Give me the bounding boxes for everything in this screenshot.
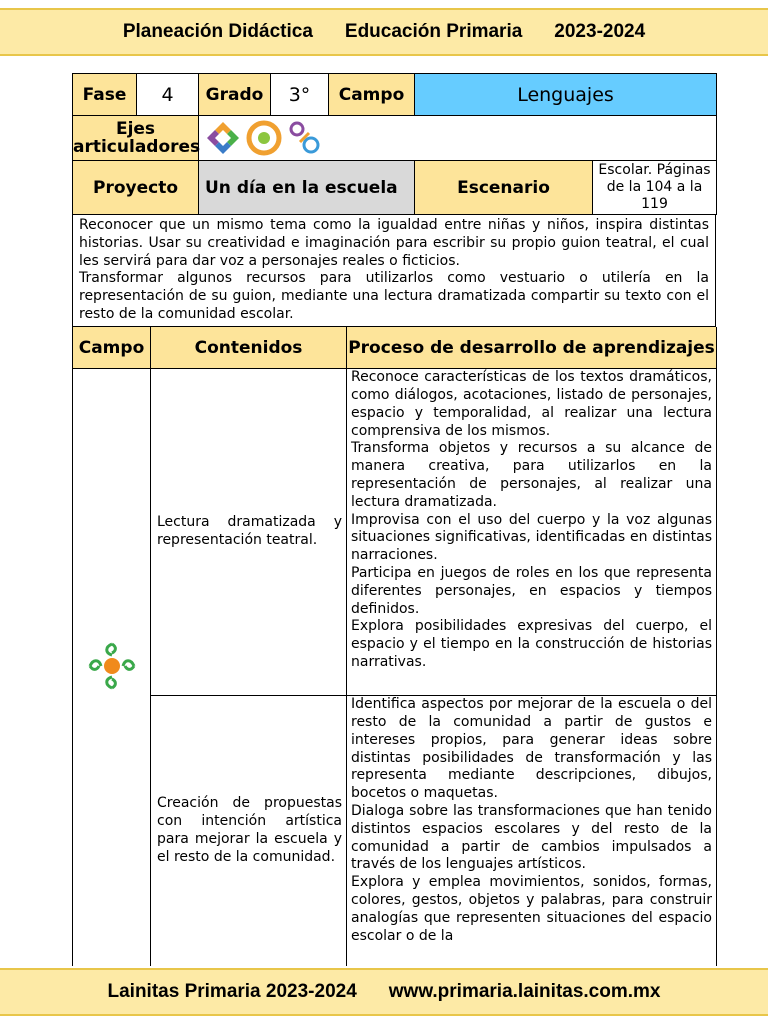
proceso-cell <box>347 696 717 966</box>
description-paragraph: Transformar algunos recursos para utilizarlos como vestuario o utilería en la representación de su guion, mediante una lectura dramatizada compartir su texto con el resto de la comunidad escolar. <box>79 270 709 322</box>
campo-cell <box>73 369 151 966</box>
inclusion-icon <box>205 120 241 156</box>
info-table <box>72 73 717 215</box>
campo-label: Campo <box>329 74 415 116</box>
proceso-item: Participa en juegos de roles en los que representa diferentes personajes, en espacios y tiempos definidos. <box>351 565 712 617</box>
proceso-item: Improvisa con el uso del cuerpo y la voz algunas situaciones significativas, identificadas en distintas narraciones. <box>351 511 712 564</box>
proceso-item: Reconoce características de los textos dramáticos, como diálogos, acotaciones, listado de personajes, espacio y temporalidad, al realizar una lectura comprensiva de los mismos. <box>351 369 712 439</box>
description-table <box>72 215 716 327</box>
footer-banner <box>0 968 768 1016</box>
contenido-cell: Lectura dramatizada y representación teatral. <box>151 369 347 696</box>
campo-value: Lenguajes <box>415 74 717 116</box>
col-campo: Campo <box>73 327 151 369</box>
header-banner <box>0 8 768 56</box>
ejes-icons <box>199 116 717 161</box>
header-year: 2023-2024 <box>554 21 646 42</box>
table-row <box>73 696 717 966</box>
footer-url[interactable]: www.primaria.lainitas.com.mx <box>388 981 661 1002</box>
proceso-cell <box>347 369 717 696</box>
content-table <box>72 327 717 966</box>
interculturalidad-icon <box>246 120 282 156</box>
proceso-item: Transforma objetos y recursos a su alcance de manera creativa, para utilizarlos en la representación de personajes, al realizar una lectura dramatizada. <box>351 440 712 510</box>
table-row <box>73 369 717 696</box>
contenido-cell: Creación de propuestas con intención artística para mejorar la escuela y el resto de la comunidad. <box>151 696 347 966</box>
description-paragraph: Reconocer que un mismo tema como la igualdad entre niñas y niños, inspira distintas historias. Usar su creatividad e imaginación para escribir su propio guion teatral, el cual les servirá para dar voz a personajes reales o ficticios. <box>79 217 709 269</box>
header-title: Planeación Didáctica <box>122 21 313 42</box>
proceso-item: Explora posibilidades expresivas del cuerpo, el espacio y el tiempo en la construcción de historias narrativas. <box>351 618 712 671</box>
header-level: Educación Primaria <box>344 21 523 42</box>
proceso-item: Identifica aspectos por mejorar de la escuela o del resto de la comunidad a partir de gustos e intereses propios, para generar ideas sobre distintas posibilidades de transformación y las representa mediante descripciones, dibujos, bocetos o maquetas. <box>351 696 712 802</box>
col-contenidos: Contenidos <box>151 327 347 369</box>
proceso-item: Dialoga sobre las transformaciones que han tenido distintos espacios escolares y del resto de la comunidad a partir de cambios impulsados a través de los lenguajes artísticos. <box>351 803 712 873</box>
fase-value: 4 <box>137 74 199 116</box>
proceso-item: Explora y emplea movimientos, sonidos, formas, colores, gestos, objetos y palabras, para construir analogías que representen situaciones del espacio escolar o de la <box>351 874 712 944</box>
ejes-label: Ejes articuladores <box>73 116 199 161</box>
proyecto-label: Proyecto <box>73 161 199 215</box>
project-description <box>73 215 716 326</box>
grado-value: 3° <box>271 74 329 116</box>
proyecto-value: Un día en la escuela <box>199 161 415 215</box>
planning-sheet <box>72 73 716 966</box>
igualdad-genero-icon <box>287 120 323 156</box>
lenguajes-campo-icon <box>87 641 137 691</box>
grado-label: Grado <box>199 74 271 116</box>
escenario-value: Escolar. Páginas de la 104 a la 119 <box>593 161 717 215</box>
col-proceso: Proceso de desarrollo de aprendizajes <box>347 327 717 369</box>
escenario-label: Escenario <box>415 161 593 215</box>
footer-brand: Lainitas Primaria 2023-2024 <box>107 981 357 1002</box>
fase-label: Fase <box>73 74 137 116</box>
